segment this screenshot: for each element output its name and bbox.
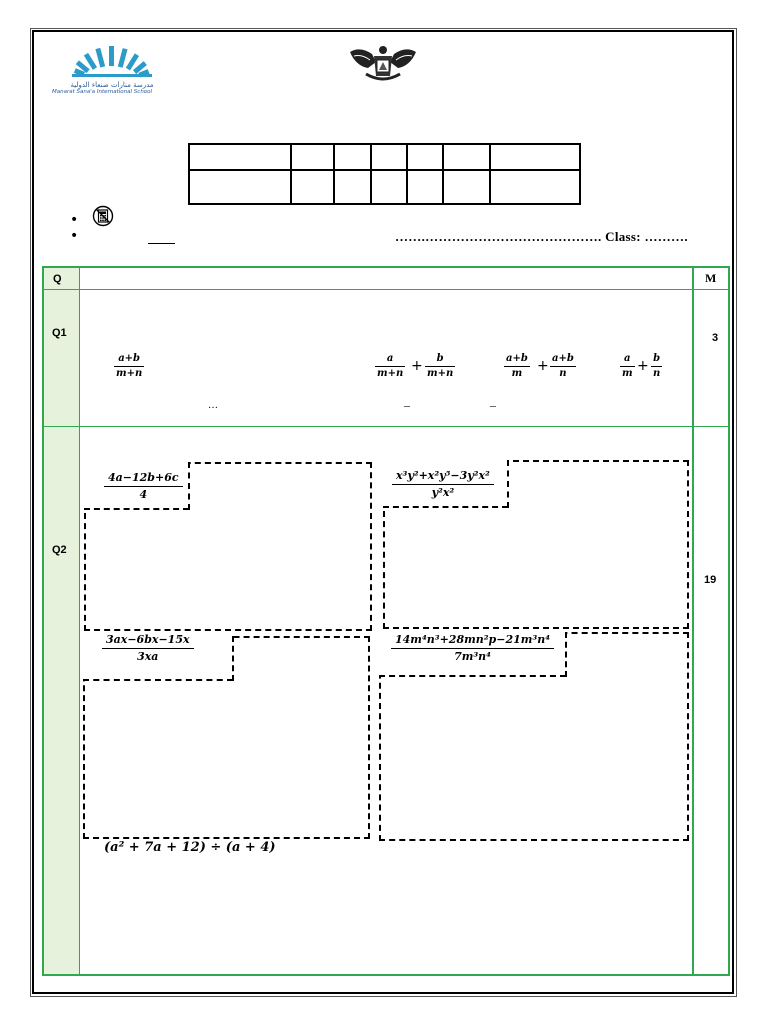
fraction-numerator: b xyxy=(425,352,455,367)
info-cell xyxy=(291,144,334,170)
school-logo xyxy=(52,44,172,100)
info-cell xyxy=(334,144,370,170)
info-cell xyxy=(443,170,489,204)
q1-fraction xyxy=(114,352,144,381)
fraction-numerator: a xyxy=(375,352,405,367)
box-notch-edge xyxy=(383,506,508,508)
info-cell xyxy=(371,170,407,204)
plus-sign: + xyxy=(537,358,549,374)
header-info-table xyxy=(188,143,581,205)
info-cell xyxy=(371,144,407,170)
q1-marks: 3 xyxy=(712,332,719,344)
q1-option1-a xyxy=(375,352,405,381)
q2-problem-4 xyxy=(391,632,554,665)
info-cell xyxy=(490,144,580,170)
q1-option3-b xyxy=(651,352,662,381)
box-notch-edge xyxy=(84,508,189,510)
info-cell xyxy=(291,170,334,204)
q2-problem-1 xyxy=(104,470,183,503)
school-name-text: مدرسة منارات صنعاء الدولية Manarat Sana'a International School xyxy=(52,81,154,95)
q1-option2-b xyxy=(550,352,576,381)
q2-marks: 19 xyxy=(704,574,717,586)
box-notch-edge xyxy=(565,632,567,677)
eagle-emblem-icon xyxy=(346,44,420,84)
bullet: • xyxy=(70,212,79,228)
fraction-numerator: a+b xyxy=(504,352,530,367)
q2-problem-2 xyxy=(392,468,494,501)
plus-sign: + xyxy=(411,358,423,374)
q1-option3-a xyxy=(620,352,635,381)
q1-option1-b xyxy=(425,352,455,381)
fraction-numerator: 4a−12b+6c xyxy=(104,470,183,487)
info-cell xyxy=(407,144,443,170)
info-cell xyxy=(189,170,291,204)
fraction-denominator: m xyxy=(511,368,523,379)
fraction-numerator: a+b xyxy=(114,352,144,367)
info-cell xyxy=(443,144,489,170)
q1-q2-divider xyxy=(42,426,730,427)
fraction-numerator: a xyxy=(620,352,635,367)
fraction-numerator: a+b xyxy=(550,352,576,367)
box-notch-edge xyxy=(507,460,509,508)
school-logo-icon xyxy=(52,44,172,84)
table-header-divider xyxy=(42,289,730,290)
q2-problem-5: (a² + 7a + 12) ÷ (a + 4) xyxy=(104,840,276,855)
q1-blank-dash: – xyxy=(404,398,410,412)
fraction-denominator: y²x² xyxy=(431,486,455,499)
fraction-denominator: m+n xyxy=(427,368,454,379)
fraction-denominator: m xyxy=(622,368,633,379)
fraction-denominator: n xyxy=(653,368,661,379)
national-emblem xyxy=(346,44,420,84)
m-column-header: M xyxy=(705,271,717,285)
calculator-icon xyxy=(92,205,114,227)
q2-label: Q2 xyxy=(52,544,67,556)
fraction-denominator: n xyxy=(559,368,567,379)
fraction-numerator: 14m⁴n³+28mn²p−21m³n⁴ xyxy=(391,632,554,649)
box-notch-edge xyxy=(379,675,566,677)
q1-label: Q1 xyxy=(52,327,67,339)
box-notch-edge xyxy=(188,462,190,510)
fraction-numerator: 3ax−6bx−15x xyxy=(102,632,194,649)
info-cell xyxy=(189,144,291,170)
box-notch-edge xyxy=(232,636,234,681)
fraction-denominator: 7m³n⁴ xyxy=(454,650,491,663)
fraction-denominator: 3xa xyxy=(137,650,159,663)
q1-answer-blank: … xyxy=(208,400,218,411)
bullet: • xyxy=(70,228,79,244)
class-line: …….…………………………………. Class: ………. xyxy=(395,229,688,244)
q1-blank-dash: – xyxy=(490,398,496,412)
name-underline xyxy=(148,243,175,244)
q2-problem-3 xyxy=(102,632,194,665)
q-column-header: Q xyxy=(53,273,62,285)
fraction-denominator: m+n xyxy=(377,368,404,379)
fraction-denominator: 4 xyxy=(139,488,148,501)
fraction-denominator: m+n xyxy=(116,368,143,379)
fraction-numerator: x³y²+x²y⁵−3y²x² xyxy=(392,468,494,485)
info-cell xyxy=(490,170,580,204)
plus-sign: + xyxy=(637,358,649,374)
box-notch-edge xyxy=(83,679,233,681)
q1-option2-a xyxy=(504,352,530,381)
info-cell xyxy=(407,170,443,204)
fraction-numerator: b xyxy=(651,352,662,367)
info-cell xyxy=(334,170,370,204)
